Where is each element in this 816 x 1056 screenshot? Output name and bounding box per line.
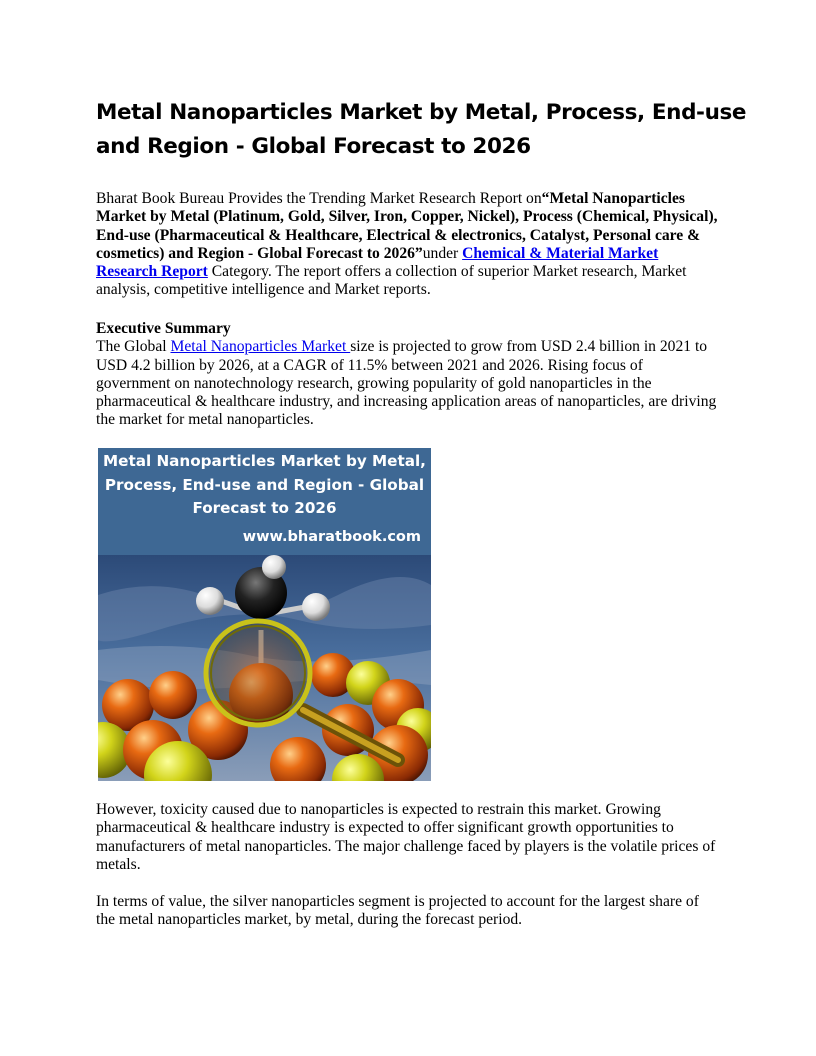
executive-summary-body: size is projected to grow from USD 2.4 billion in 2021 to USD 4.2 billion by 2026, at a CAGR of 11.5% between 2021 and 2026. Rising focus of government on nanotechnology research, growing popularity of gold nanoparticles in the pharmaceutical & healthcare industry, and increasing application areas of nanoparticles, are driving the market for metal nanoparticles. [96,338,717,429]
page-title [96,96,747,164]
nanoparticles-illustration [98,555,431,781]
intro-under: under [422,244,463,262]
report-name: “Metal Nanoparticles Market by Metal (Platinum, Gold, Silver, Iron, Copper, Nickel), Process (Chemical, Physical), End-use (Pharmaceutical & Healthcare, Electrical & electronics, Catalyst, Personal care & cosmetics) and Region - Global Forecast to 2026” [96,190,718,262]
page-title-line2: and Region - Global Forecast to 2026 [96,134,531,159]
page-title-line1: Metal Nanoparticles Market by Metal, Process, End-use [96,100,747,125]
market-link[interactable]: Metal Nanoparticles Market [170,338,351,356]
executive-summary-lead: The Global [96,338,171,356]
intro-lead: Bharat Book Bureau Provides the Trending Market Research Report on [96,190,542,207]
intro-paragraph [96,190,720,300]
restraint-paragraph: However, toxicity caused due to nanoparticles is expected to restrain this market. Growing pharmaceutical & healthcare industry is expected to offer significant growth opportunities to manufacturers of metal nanoparticles. The major challenge faced by players is the volatile prices of metals. [96,801,716,873]
executive-summary-heading: Executive Summary [96,320,231,337]
intro-tail: Category. The report offers a collection of superior Market research, Market analysis, competitive intelligence and Market reports. [96,263,687,299]
cover-banner [98,448,431,555]
silver-segment-paragraph: In terms of value, the silver nanoparticles segment is projected to account for the largest share of the metal nanoparticles market, by metal, during the forecast period. [96,893,699,929]
category-link[interactable]: Chemical & Material Market Research Report [96,244,659,281]
cover-banner-title: Metal Nanoparticles Market by Metal, Process, End-use and Region - Global Forecast to 2026 [103,452,426,517]
cover-banner-url: www.bharatbook.com [242,529,421,545]
report-cover-image [98,448,431,781]
executive-summary [96,320,720,430]
